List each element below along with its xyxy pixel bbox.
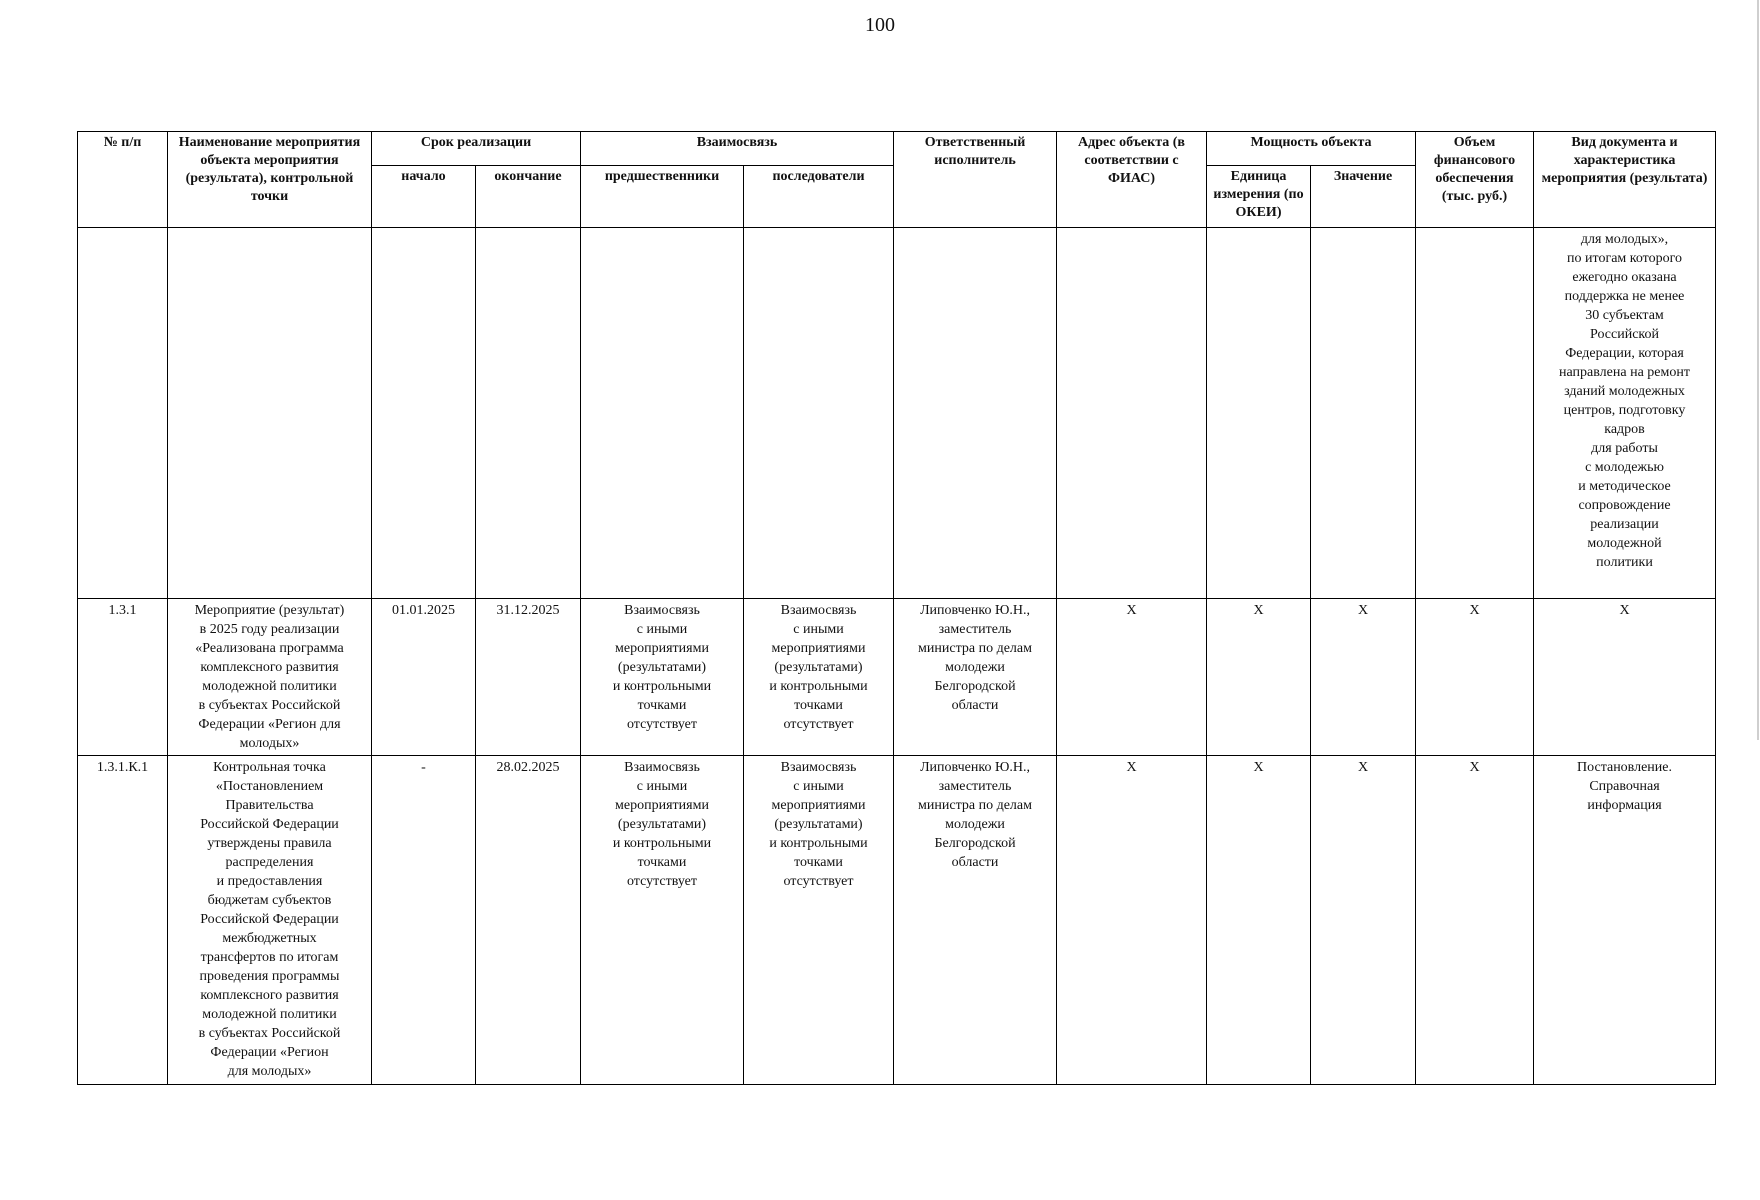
- cell-responsible: [894, 228, 1057, 599]
- header-unit: Единица измерения (по ОКЕИ): [1207, 166, 1311, 228]
- cell-value: [1311, 228, 1416, 599]
- table-row: [78, 228, 1716, 599]
- header-capacity: Мощность объекта: [1207, 132, 1416, 166]
- cell-responsible: Липовченко Ю.Н., заместитель министра по делам молодежи Белгородской области: [894, 756, 1057, 1085]
- cell-address: [1057, 228, 1207, 599]
- cell-end: 31.12.2025: [476, 599, 581, 756]
- cell-start: 01.01.2025: [372, 599, 476, 756]
- header-term: Срок реализации: [372, 132, 581, 166]
- table-row: [78, 756, 1716, 1085]
- plan-table: [77, 131, 1716, 1085]
- cell-successors: [744, 228, 894, 599]
- cell-doc: для молодых», по итогам которого ежегодно оказана поддержка не менее 30 субъектам Российской Федерации, которая направлена на ремонт зданий молодежных центров, подготовку кадров для работы с молодежью и методическое сопровождение реализации молодежной политики: [1534, 228, 1716, 599]
- cell-num: 1.3.1.К.1: [78, 756, 168, 1085]
- header-responsible: Ответственный исполнитель: [894, 132, 1057, 228]
- cell-num: [78, 228, 168, 599]
- cell-doc: Постановление. Справочная информация: [1534, 756, 1716, 1085]
- cell-value: X: [1311, 756, 1416, 1085]
- cell-responsible: Липовченко Ю.Н., заместитель министра по делам молодежи Белгородской области: [894, 599, 1057, 756]
- header-predecessors: предшественники: [581, 166, 744, 228]
- cell-finance: X: [1416, 756, 1534, 1085]
- cell-unit: X: [1207, 756, 1311, 1085]
- cell-address: X: [1057, 756, 1207, 1085]
- cell-name: Мероприятие (результат) в 2025 году реализации «Реализована программа комплексного развития молодежной политики в субъектах Российской Федерации «Регион для молодых»: [168, 599, 372, 756]
- header-name: Наименование мероприятия объекта мероприятия (результата), контрольной точки: [168, 132, 372, 228]
- cell-name: Контрольная точка «Постановлением Правительства Российской Федерации утверждены правила распределения и предоставления бюджетам субъектов Российской Федерации межбюджетных трансфертов по итогам проведения программы комплексного развития молодежной политики в субъектах Российской Федерации «Регион для молодых»: [168, 756, 372, 1085]
- cell-value: X: [1311, 599, 1416, 756]
- scan-edge-line: [1757, 0, 1759, 740]
- header-doc: Вид документа и характеристика мероприятия (результата): [1534, 132, 1716, 228]
- cell-finance: [1416, 228, 1534, 599]
- header-relation: Взаимосвязь: [581, 132, 894, 166]
- cell-finance: X: [1416, 599, 1534, 756]
- cell-end: 28.02.2025: [476, 756, 581, 1085]
- cell-predecessors: Взаимосвязь с иными мероприятиями (результатами) и контрольными точками отсутствует: [581, 756, 744, 1085]
- cell-num: 1.3.1: [78, 599, 168, 756]
- header-address: Адрес объекта (в соответствии с ФИАС): [1057, 132, 1207, 228]
- page-number: 100: [865, 14, 895, 36]
- header-end: окончание: [476, 166, 581, 228]
- cell-start: [372, 228, 476, 599]
- cell-start: -: [372, 756, 476, 1085]
- header-finance: Объем финансового обеспечения (тыс. руб.): [1416, 132, 1534, 228]
- cell-address: X: [1057, 599, 1207, 756]
- table-header: [78, 132, 1716, 228]
- cell-successors: Взаимосвязь с иными мероприятиями (результатами) и контрольными точками отсутствует: [744, 599, 894, 756]
- cell-successors: Взаимосвязь с иными мероприятиями (результатами) и контрольными точками отсутствует: [744, 756, 894, 1085]
- header-successors: последователи: [744, 166, 894, 228]
- cell-unit: X: [1207, 599, 1311, 756]
- header-start: начало: [372, 166, 476, 228]
- table-row: [78, 599, 1716, 756]
- cell-doc: X: [1534, 599, 1716, 756]
- cell-unit: [1207, 228, 1311, 599]
- cell-end: [476, 228, 581, 599]
- cell-predecessors: Взаимосвязь с иными мероприятиями (результатами) и контрольными точками отсутствует: [581, 599, 744, 756]
- header-num: № п/п: [78, 132, 168, 228]
- cell-name: [168, 228, 372, 599]
- cell-predecessors: [581, 228, 744, 599]
- header-value: Значение: [1311, 166, 1416, 228]
